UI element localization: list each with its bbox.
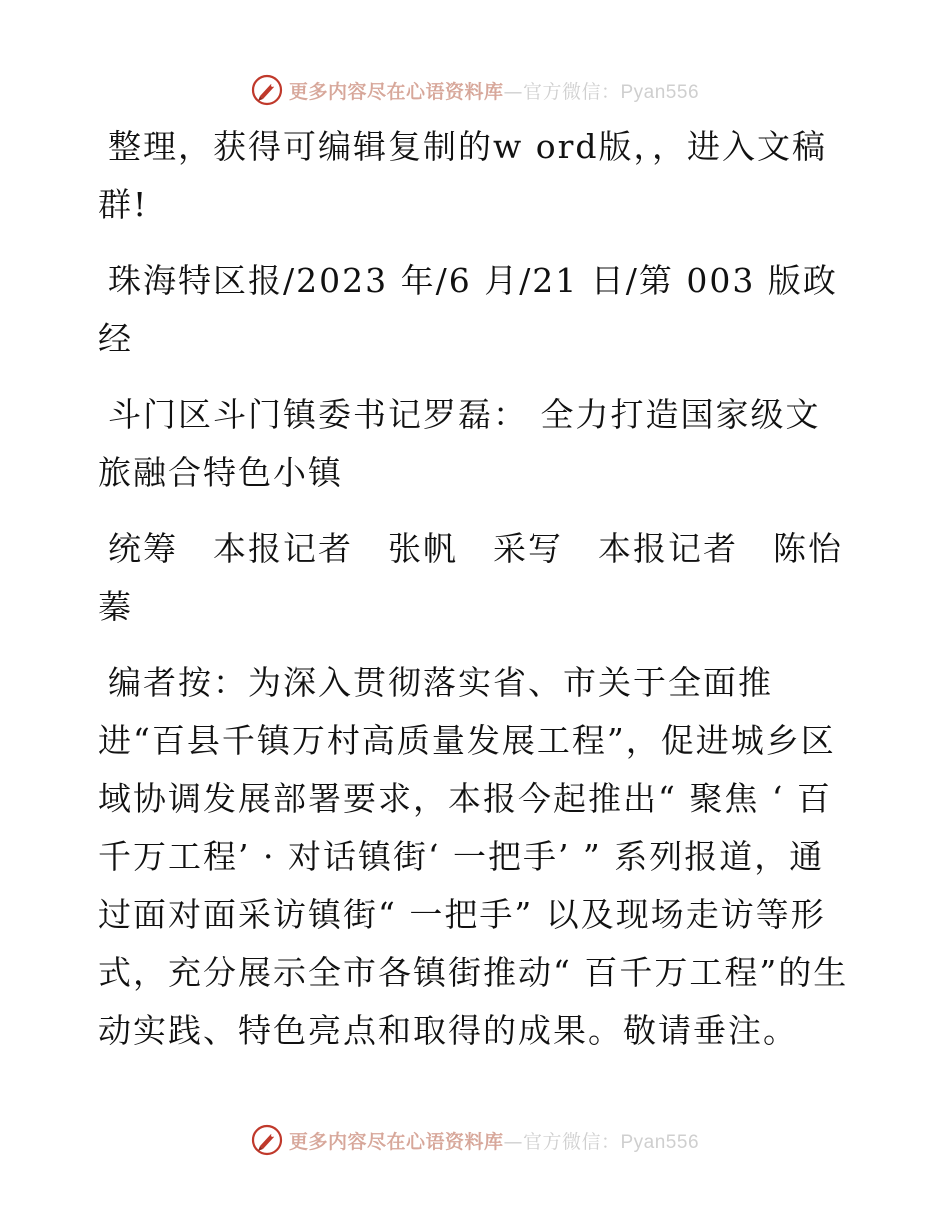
watermark-dash: —	[503, 1130, 523, 1153]
watermark-header	[0, 70, 950, 110]
watermark-footer	[0, 1120, 950, 1160]
watermark-brand: 更多内容尽在心语资料库	[288, 80, 504, 103]
paragraph-byline: 统筹 本报记者 张帆 采写 本报记者 陈怡蓁	[98, 529, 843, 626]
watermark-wechat-label: 官方微信：	[522, 80, 621, 103]
paragraph-intro: 整理，获得可编辑复制的w ord版，，进入文稿群!	[98, 127, 828, 224]
watermark-group	[251, 74, 699, 106]
watermark-text	[289, 1127, 699, 1154]
paragraph-headline: 斗门区斗门镇委书记罗磊： 全力打造国家级文旅融合特色小镇	[98, 395, 821, 492]
watermark-wechat-id: Pyan556	[620, 1131, 700, 1153]
watermark-group	[251, 1124, 699, 1156]
document-body	[98, 118, 850, 1074]
paragraph-source: 珠海特区报/2023 年/6 月/21 日/第 003 版政经	[98, 261, 838, 358]
pen-nib-logo-icon	[251, 74, 283, 106]
watermark-brand: 更多内容尽在心语资料库	[288, 1130, 504, 1153]
watermark-wechat-id: Pyan556	[620, 81, 700, 103]
watermark-text	[289, 77, 699, 104]
watermark-dash: —	[503, 80, 523, 103]
paragraph-editor-note: 编者按：为深入贯彻落实省、市关于全面推进“百县千镇万村高质量发展工程”，促进城乡区域协调发展部署要求，本报今起推出“ 聚焦 ‘ 百千万工程’ · 对话镇街‘ 一把手’ ” 系列报道，通过面对面采访镇街“ 一把手” 以及现场走访等形式，充分展示全市各镇街推动“ 百千万工程”的生动实践、特色亮点和取得的成果。敬请垂注。	[98, 663, 849, 1050]
watermark-wechat-label: 官方微信：	[522, 1130, 621, 1153]
pen-nib-logo-icon	[251, 1124, 283, 1156]
